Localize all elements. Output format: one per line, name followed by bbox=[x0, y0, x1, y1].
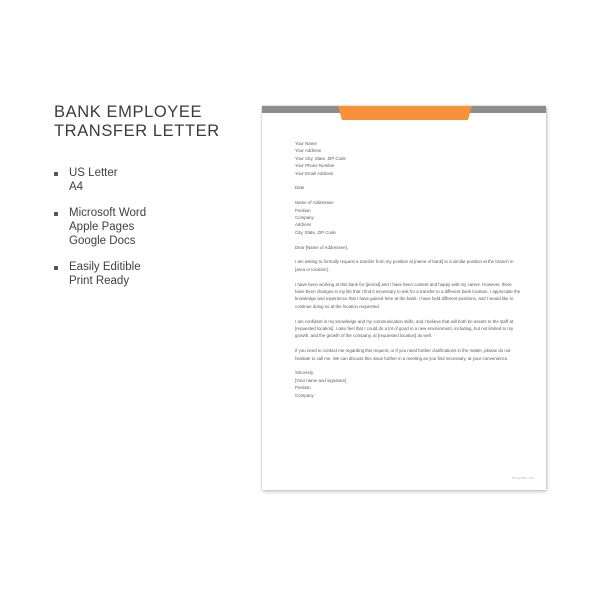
feature-apps bbox=[54, 206, 146, 248]
bullet-icon bbox=[54, 266, 58, 270]
feature-line: Google Docs bbox=[69, 235, 136, 247]
sender-line: Your Address bbox=[295, 148, 321, 154]
recipient-line: Company bbox=[295, 215, 314, 221]
feature-line: Apple Pages bbox=[69, 221, 135, 233]
closing-line: Sincerely, bbox=[295, 370, 314, 376]
paragraph-1: I am writing to formally request a transfer from my position at [name of bank] to a similar position at the branch in [area or location]. bbox=[295, 259, 514, 272]
feature-editing bbox=[54, 260, 146, 288]
feature-line: Easily Editible bbox=[69, 261, 141, 273]
feature-list bbox=[54, 166, 146, 300]
paragraph-3: I am confident in my knowledge and my communication skills, and I believe that will both be assets to the staff at [requested location]. I also feel that I could do a lot of good in a new environment, including, but not limited to my growth, and the growth of the company, at [requested location] as well. bbox=[295, 318, 514, 339]
letter-date: Date bbox=[295, 185, 305, 191]
recipient-block bbox=[295, 199, 521, 236]
paragraph-4: If you need to contact me regarding this request, or if you need further clarifications in the matter, please do not hesitate to call me. We can discuss this issue further in a meeting as you find necessary, at your convenience. bbox=[295, 348, 511, 361]
sender-line: Your Email Address bbox=[295, 170, 334, 176]
feature-formats bbox=[54, 166, 146, 194]
recipient-line: City, State, ZIP Code bbox=[295, 229, 336, 235]
letter-body bbox=[295, 140, 521, 406]
closing-block bbox=[295, 369, 521, 399]
accent-tab bbox=[338, 106, 472, 120]
recipient-line: Address bbox=[295, 222, 312, 228]
paragraph-2: I have been working at this bank for [period] and I have been content and happy with my career. However, there have been changes in my life that I find it necessary to ask for a transfer to a different bank location. I appreciate the knowledge and experience that I have gained here at the bank. I have held different positions, and I would like to continue doing so at the location requested. bbox=[295, 281, 521, 309]
watermark: template.net bbox=[511, 475, 534, 480]
closing-line: [Your name and signature] bbox=[295, 377, 347, 383]
salutation: Dear [Name of Addressee], bbox=[295, 244, 348, 250]
feature-line: Microsoft Word bbox=[69, 207, 147, 219]
sender-line: Your Name bbox=[295, 141, 317, 146]
sender-block bbox=[295, 140, 521, 177]
title-line-1: BANK EMPLOYEE bbox=[54, 103, 203, 121]
bullet-icon bbox=[54, 172, 58, 176]
recipient-line: Position bbox=[295, 207, 311, 213]
letter-preview bbox=[262, 106, 546, 490]
sender-line: Your City, State, ZIP Code bbox=[295, 155, 346, 161]
feature-line: US Letter bbox=[69, 167, 118, 179]
closing-line: Position bbox=[295, 385, 311, 391]
page-title bbox=[54, 103, 220, 141]
closing-line: Company bbox=[295, 392, 314, 398]
bullet-icon bbox=[54, 212, 58, 216]
feature-line: A4 bbox=[69, 181, 84, 193]
recipient-line: Name of Addressee bbox=[295, 200, 334, 206]
title-line-2: TRANSFER LETTER bbox=[54, 122, 220, 140]
sender-line: Your Phone Number bbox=[295, 163, 335, 169]
feature-line: Print Ready bbox=[69, 275, 130, 287]
